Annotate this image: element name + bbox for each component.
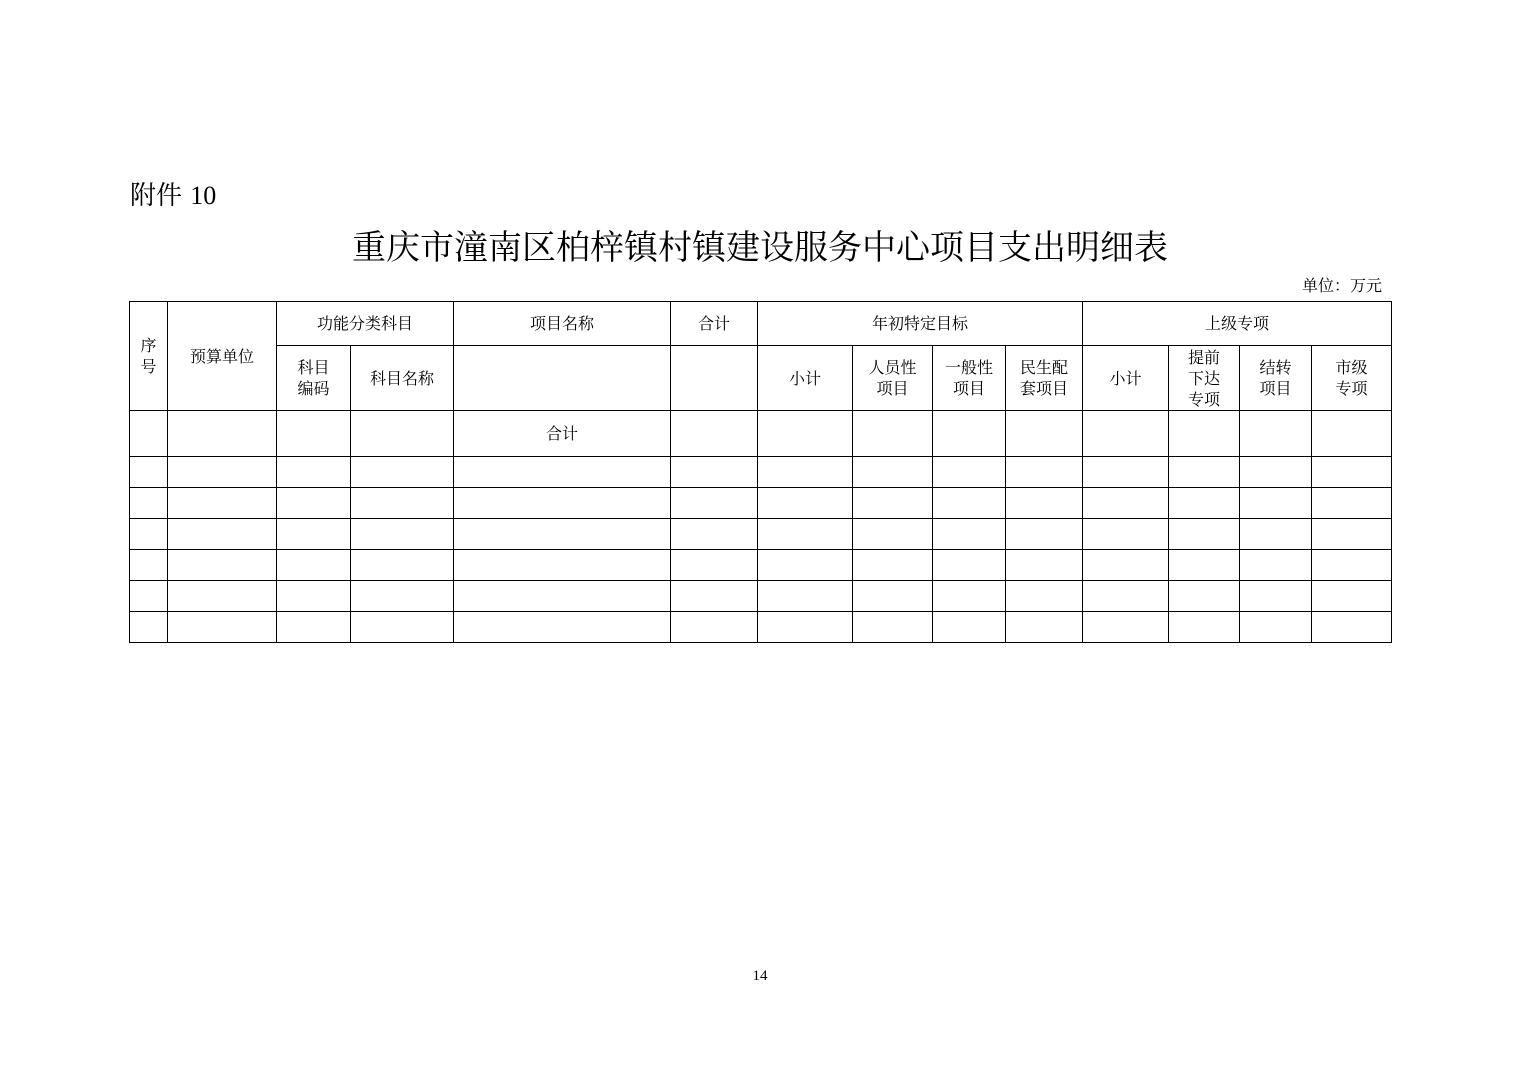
table-empty-rows [130,457,1392,643]
table-cell [351,411,454,457]
table-cell [277,581,351,612]
header-superior-subtotal: 小计 [1083,346,1169,411]
table-cell [168,519,277,550]
header-subject-code [277,346,351,411]
header-advance-line-3: 专项 [1188,389,1221,409]
header-row-2 [130,346,1392,411]
header-specific-target: 年初特定目标 [758,302,1083,346]
table-cell [758,411,853,457]
table-cell [277,612,351,643]
table-cell [1312,519,1392,550]
table-cell [454,457,671,488]
header-general-line-1: 一般性 [945,358,994,377]
header-advance-special [1169,346,1240,411]
table-cell [1240,581,1312,612]
header-subject-name: 科目名称 [351,346,454,411]
table-cell [933,612,1006,643]
header-project-name-sub [454,346,671,411]
header-personnel-project [853,346,933,411]
header-superior-special: 上级专项 [1083,302,1392,346]
table-cell [1169,612,1240,643]
table-cell [1312,411,1392,457]
table-cell [1083,488,1169,519]
table-row [130,519,1392,550]
table-cell [168,457,277,488]
header-budget-unit: 预算单位 [168,302,277,411]
table-cell [1312,488,1392,519]
header-total-sub [671,346,758,411]
table-cell [853,457,933,488]
header-carryover-line-2: 项目 [1259,379,1292,398]
header-target-subtotal: 小计 [758,346,853,411]
table-cell [1083,581,1169,612]
table-cell [130,581,168,612]
table-cell [168,488,277,519]
table-cell [933,457,1006,488]
table-cell [853,581,933,612]
table-cell [130,550,168,581]
table-cell [853,612,933,643]
table-cell [853,550,933,581]
page-number: 14 [752,968,768,984]
table-cell [351,581,454,612]
header-livelihood-line-1: 民生配 [1020,358,1069,377]
header-func-class: 功能分类科目 [277,302,454,346]
table-cell [671,411,758,457]
table-cell [1083,612,1169,643]
unit-label: 单位：万元 [1301,276,1382,295]
table-cell [671,488,758,519]
table-cell [454,581,671,612]
table-cell [1169,457,1240,488]
table-cell [1240,411,1312,457]
table-cell [277,488,351,519]
table-total-row [130,411,1392,457]
header-general-project [933,346,1006,411]
table-cell [351,488,454,519]
header-seq-line-1: 序 [140,336,157,355]
table-cell [351,612,454,643]
table-cell [277,550,351,581]
table-cell [1169,411,1240,457]
table-cell [1006,550,1083,581]
attachment-text: 附件 [130,181,183,211]
table-cell [277,519,351,550]
table-cell [454,550,671,581]
table-row [130,488,1392,519]
table-row [130,550,1392,581]
table-cell [933,488,1006,519]
document-title: 重庆市潼南区柏梓镇村镇建设服务中心项目支出明细表 [352,228,1168,268]
table-cell [1006,519,1083,550]
table-cell [454,519,671,550]
header-livelihood-project [1006,346,1083,411]
table-cell [277,411,351,457]
table-cell [168,550,277,581]
attachment-number: 10 [190,181,217,210]
table-cell [1169,550,1240,581]
table-cell [130,457,168,488]
table-cell [1240,550,1312,581]
table-cell [1312,457,1392,488]
table-cell [1006,612,1083,643]
header-city-line-2: 专项 [1335,379,1368,398]
header-subject-code-line-2: 编码 [297,379,330,398]
table-cell [351,550,454,581]
table-cell [1169,488,1240,519]
table-cell [933,581,1006,612]
table-cell [1006,581,1083,612]
table-cell [758,612,853,643]
table-cell [1240,612,1312,643]
header-subject-code-line-1: 科目 [297,358,330,377]
table-cell [168,612,277,643]
table-cell [1169,519,1240,550]
table-cell [454,612,671,643]
table-cell [1083,550,1169,581]
table-row [130,581,1392,612]
header-carryover-line-1: 结转 [1259,358,1292,377]
header-total: 合计 [671,302,758,346]
table-cell [130,488,168,519]
table-cell [1240,457,1312,488]
expenditure-detail-table [129,301,1392,643]
table-cell [853,488,933,519]
table-cell [758,457,853,488]
header-general-line-2: 项目 [953,379,986,398]
table-row [130,612,1392,643]
table-cell [130,519,168,550]
table-cell [1083,519,1169,550]
table-cell [351,519,454,550]
total-row-label: 合计 [454,411,671,457]
table-cell [277,457,351,488]
header-advance-line-2: 下达 [1188,368,1221,388]
header-project-name: 项目名称 [454,302,671,346]
table-cell [130,612,168,643]
table-cell [1312,612,1392,643]
header-seq-line-2: 号 [140,357,157,376]
attachment-label [130,178,216,214]
header-personnel-line-1: 人员性 [868,358,917,377]
table-cell [1083,411,1169,457]
table-cell [1006,457,1083,488]
table-cell [454,488,671,519]
header-city-special [1312,346,1392,411]
header-city-line-1: 市级 [1335,358,1368,377]
table-cell [1312,550,1392,581]
header-advance-line-1: 提前 [1188,347,1221,367]
table-cell [1240,488,1312,519]
table-cell [671,550,758,581]
table-cell [1006,411,1083,457]
table-cell [933,411,1006,457]
table-cell [671,519,758,550]
table-cell [168,411,277,457]
table-cell [671,612,758,643]
header-carryover-project [1240,346,1312,411]
table-cell [351,457,454,488]
table-cell [758,581,853,612]
table-cell [758,519,853,550]
table-cell [1240,519,1312,550]
table-cell [853,411,933,457]
table-cell [758,550,853,581]
table-row [130,457,1392,488]
table-cell [130,411,168,457]
table-cell [168,581,277,612]
table-cell [1083,457,1169,488]
table-cell [853,519,933,550]
header-personnel-line-2: 项目 [876,379,909,398]
table-cell [1312,581,1392,612]
table-cell [671,581,758,612]
table-cell [933,550,1006,581]
header-livelihood-line-2: 套项目 [1020,379,1069,398]
table-cell [1169,581,1240,612]
header-row-1 [130,302,1392,346]
table-cell [671,457,758,488]
table-cell [933,519,1006,550]
table-cell [758,488,853,519]
table-cell [1006,488,1083,519]
header-seq [130,302,168,411]
